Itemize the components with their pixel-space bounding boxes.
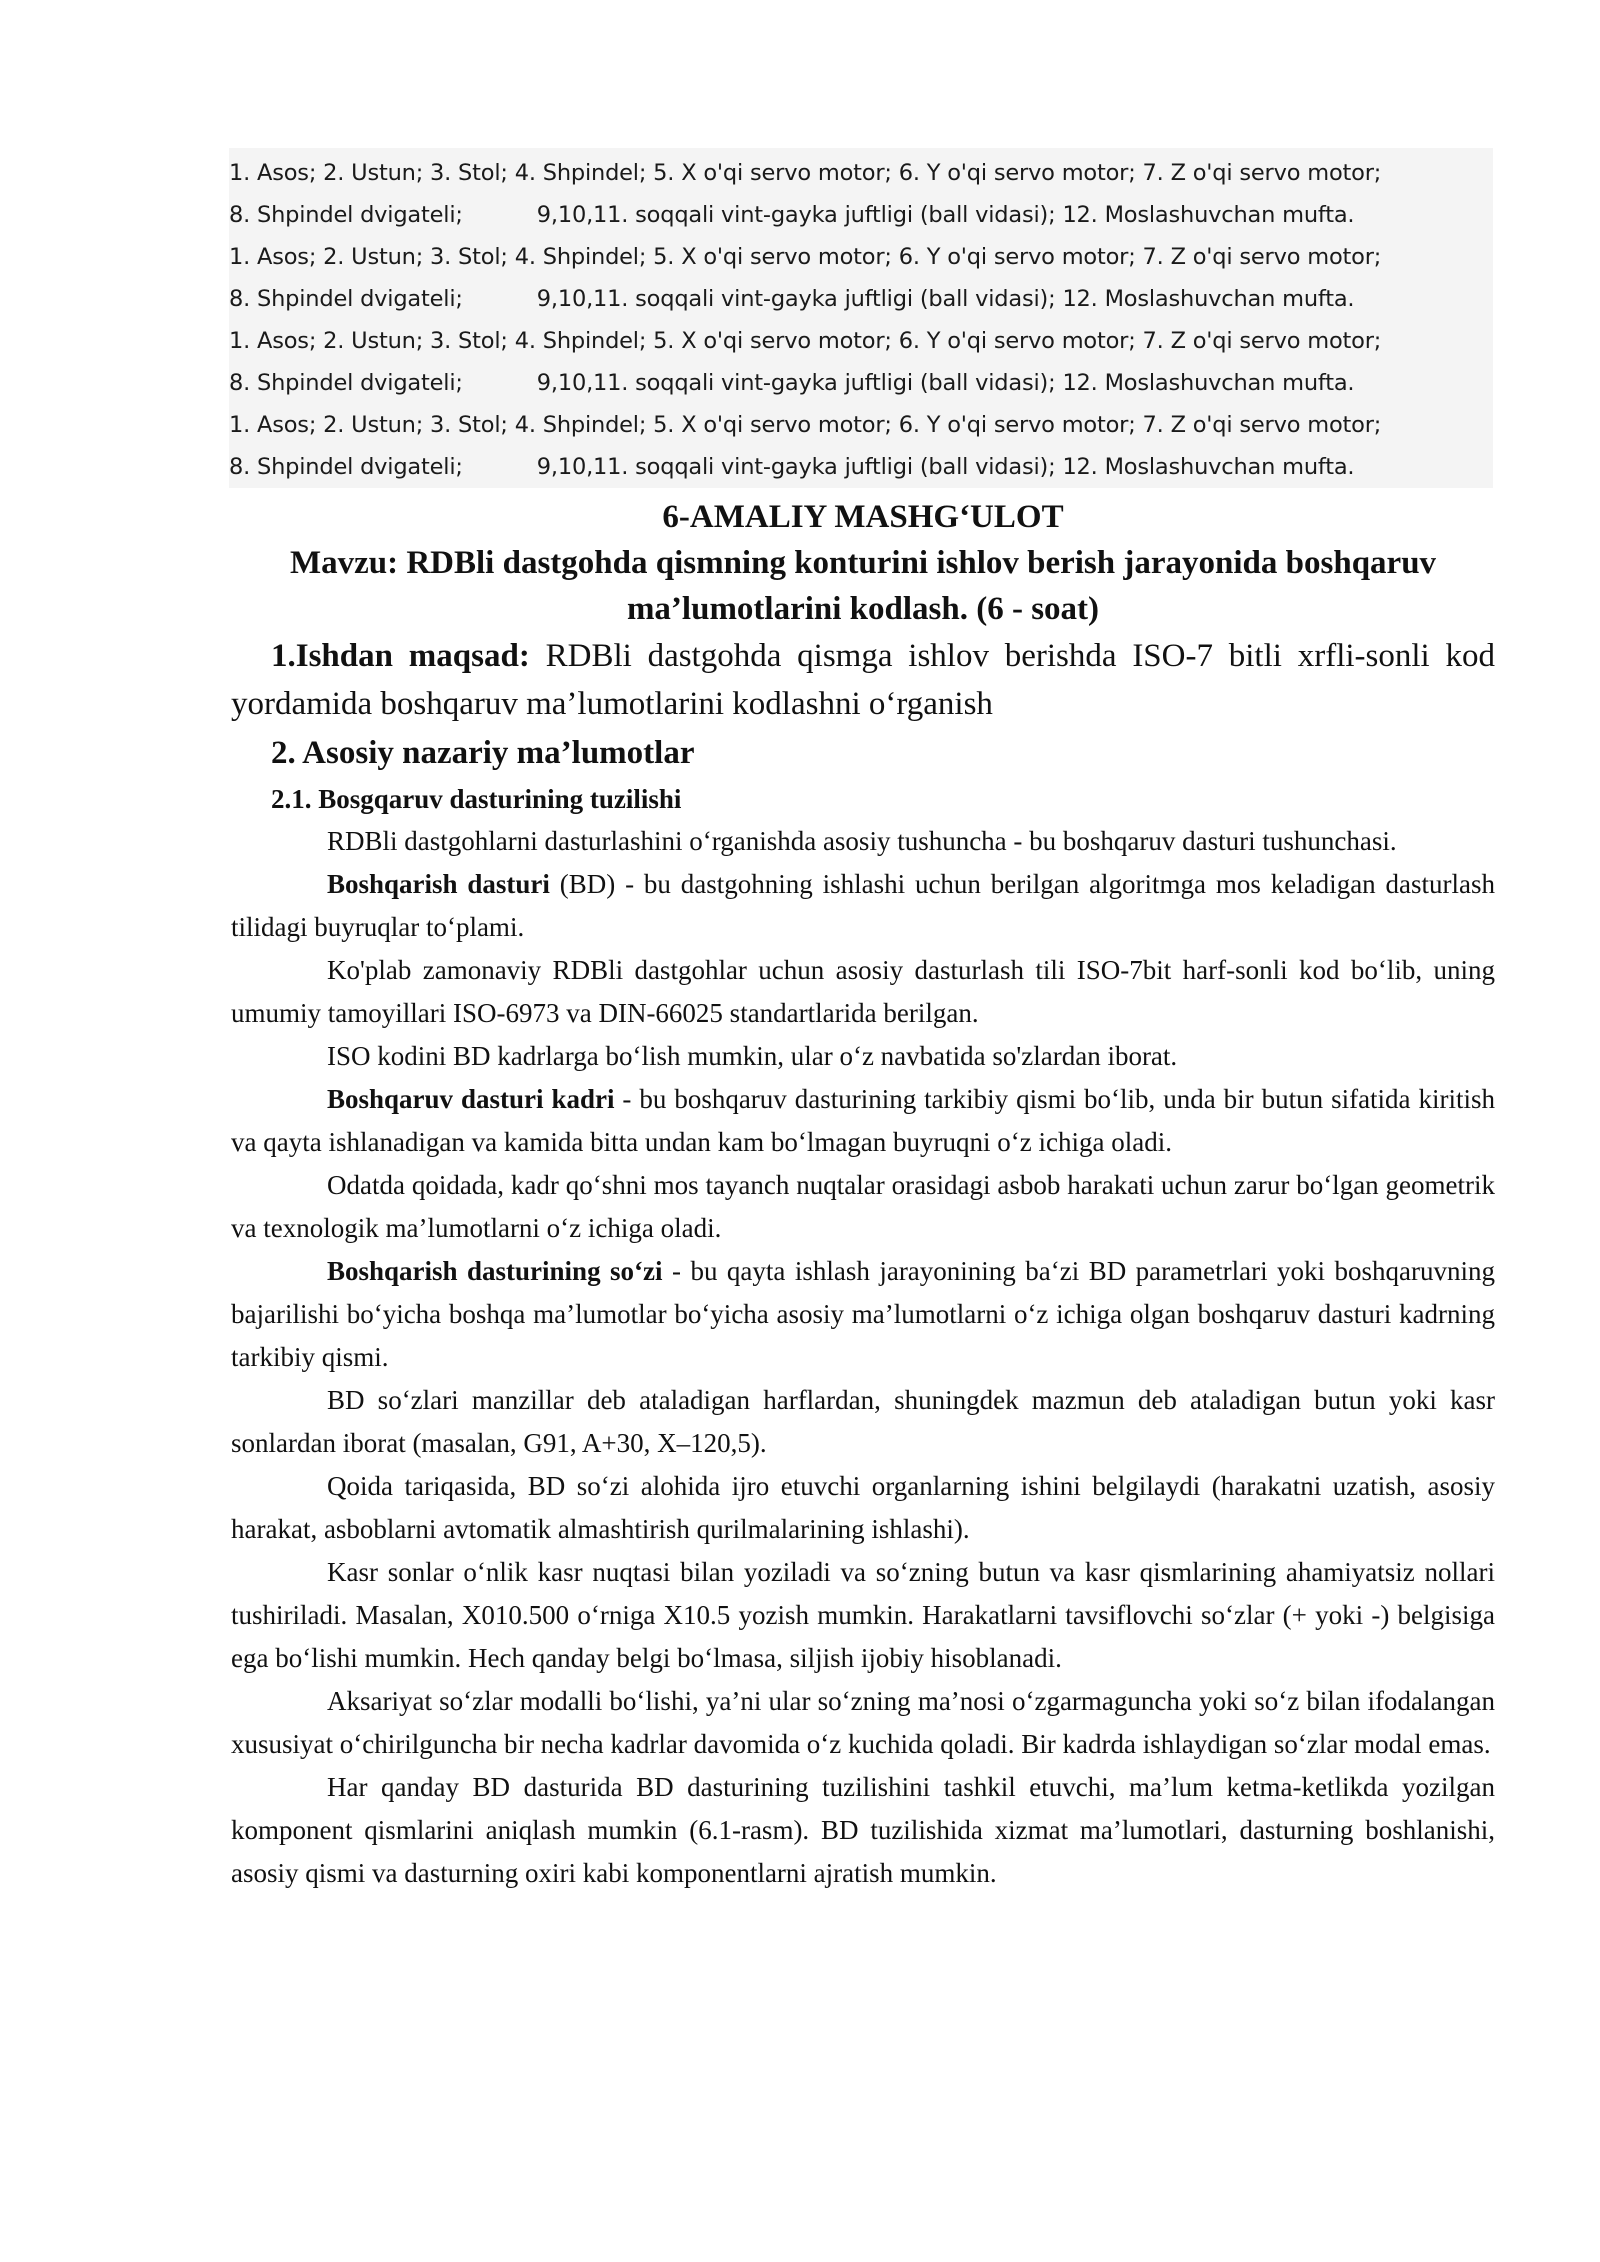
caption-line <box>229 320 1493 362</box>
goal-label: 1.Ishdan maqsad: <box>271 638 530 674</box>
caption-line-part: 9,10,11. soqqali vint-gayka juftligi (ball vidasi); 12. Moslashuvchan mufta. <box>536 370 1355 396</box>
body-paragraph: Qoida tariqasida, BD so‘zi alohida ijro etuvchi organlarning ishini belgilaydi (harakatni uzatish, asosiy harakat, asboblarni avtomatik almashtirish qurilmalarining ishlashi). <box>231 1471 1495 1544</box>
caption-line-part: 1. Asos; 2. Ustun; 3. Stol; 4. Shpindel; 5. X o'qi servo motor; 6. Y o'qi servo motor; 7. Z o'qi servo motor; <box>229 412 1382 438</box>
caption-line <box>229 362 1493 404</box>
term-bold: Boshqaruv dasturi kadri <box>327 1084 615 1114</box>
term-bold: Boshqarish dasturining so‘zi <box>327 1256 663 1286</box>
subsection-heading: 2.1. Bosgqaruv dasturining tuzilishi <box>271 784 682 814</box>
body-paragraph <box>231 863 1495 949</box>
paragraph-text: - bu boshqaruv dasturining tarkibiy qismi bo‘lib, unda bir butun sifatida kiritish va qayta ishlanadigan va kamida bitta undan kam bo‘lmagan buyruqni o‘z ichiga oladi. <box>231 1084 1495 1157</box>
paragraph-text: (BD) - bu dastgohning ishlashi uchun berilgan algoritmga mos keladigan dasturlash tilidagi buyruqlar to‘plami. <box>231 869 1495 942</box>
body-paragraph: Aksariyat so‘zlar modalli bo‘lishi, ya’ni ular so‘zning ma’nosi o‘zgarmaguncha yoki so‘z bilan ifodalangan xususiyat o‘chirilguncha bir necha kadrlar davomida o‘z kuchida qoladi. Bir kadrda ishlaydigan so‘zlar modal emas. <box>231 1686 1495 1759</box>
term-bold: Boshqarish dasturi <box>327 869 550 899</box>
body-paragraph: BD so‘zlari manzillar deb ataladigan harflardan, shuningdek mazmun deb ataladigan butun yoki kasr sonlardan iborat (masalan, G91, A+30, X–120,5). <box>231 1385 1495 1458</box>
body-paragraph: Har qanday BD dasturida BD dasturining tuzilishini tashkil etuvchi, ma’lum ketma-ketlikda yozilgan komponent qismlarini aniqlash mumkin (6.1-rasm). BD tuzilishida xizmat ma’lumotlari, dasturning boshlanishi, asosiy qismi va dasturning oxiri kabi komponentlarni ajratish mumkin. <box>231 1772 1495 1888</box>
caption-line-part: 1. Asos; 2. Ustun; 3. Stol; 4. Shpindel; 5. X o'qi servo motor; 6. Y o'qi servo motor; 7. Z o'qi servo motor; <box>229 244 1382 270</box>
caption-line-part: 1. Asos; 2. Ustun; 3. Stol; 4. Shpindel; 5. X o'qi servo motor; 6. Y o'qi servo motor; 7. Z o'qi servo motor; <box>229 160 1382 186</box>
body-paragraph: RDBli dastgohlarni dasturlashini o‘rganishda asosiy tushuncha - bu boshqaruv dasturi tushunchasi. <box>327 826 1397 856</box>
caption-line-part: 9,10,11. soqqali vint-gayka juftligi (ball vidasi); 12. Moslashuvchan mufta. <box>536 202 1355 228</box>
caption-line <box>229 194 1493 236</box>
caption-line <box>229 152 1493 194</box>
body-paragraph: Ko'plab zamonaviy RDBli dastgohlar uchun asosiy dasturlash tili ISO-7bit harf-sonli kod bo‘lib, uning umumiy tamoyillari ISO-6973 va DIN-66025 standartlarida berilgan. <box>231 955 1495 1028</box>
caption-line-part: 9,10,11. soqqali vint-gayka juftligi (ball vidasi); 12. Moslashuvchan mufta. <box>536 454 1355 480</box>
topic-heading: Mavzu: RDBli dastgohda qismning konturini ishlov berish jarayonida boshqaruv ma’lumotlarini kodlash. (6 - soat) <box>289 545 1437 627</box>
caption-line <box>229 236 1493 278</box>
body-paragraph <box>231 1078 1495 1164</box>
goal-paragraph <box>231 632 1495 728</box>
document-page <box>231 148 1495 1895</box>
page-title: 6-AMALIY MASHG‘ULOT <box>662 499 1064 535</box>
caption-line-part: 8. Shpindel dvigateli; <box>229 454 463 480</box>
caption-line-part: 8. Shpindel dvigateli; <box>229 370 463 396</box>
goal-text: RDBli dastgohda qismga ishlov berishda ISO-7 bitli xrfli-sonli kod yordamida boshqaruv ma’lumotlarini kodlashni o‘rganish <box>231 638 1495 722</box>
body-paragraph: Kasr sonlar o‘nlik kasr nuqtasi bilan yoziladi va so‘zning butun va kasr qismlarining ahamiyatsiz nollari tushiriladi. Masalan, X010.500 o‘rniga X10.5 yozish mumkin. Harakatlarni tavsiflovchi so‘zlar (+ yoki -) belgisiga ega bo‘lishi mumkin. Hech qanday belgi bo‘lmasa, siljish ijobiy hisoblanadi. <box>231 1557 1495 1673</box>
figure-caption-block <box>229 148 1493 488</box>
section-heading: 2. Asosiy nazariy ma’lumotlar <box>271 735 695 771</box>
caption-line-part: 9,10,11. soqqali vint-gayka juftligi (ball vidasi); 12. Moslashuvchan mufta. <box>536 286 1355 312</box>
paragraph-text: - bu qayta ishlash jarayonining ba‘zi BD parametrlari yoki boshqaruvning bajarilishi bo‘yicha boshqa ma’lumotlar bo‘yicha asosiy ma’lumotlarni o‘z ichiga olgan boshqaruv dasturi kadrning tarkibiy qismi. <box>231 1256 1495 1372</box>
caption-line <box>229 446 1493 488</box>
caption-line <box>229 404 1493 446</box>
caption-line-part: 8. Shpindel dvigateli; <box>229 202 463 228</box>
body-paragraph <box>231 1250 1495 1379</box>
body-paragraph: Odatda qoidada, kadr qo‘shni mos tayanch nuqtalar orasidagi asbob harakati uchun zarur bo‘lgan geometrik va texnologik ma’lumotlarni o‘z ichiga oladi. <box>231 1170 1495 1243</box>
body-paragraph: ISO kodini BD kadrlarga bo‘lish mumkin, ular o‘z navbatida so'zlardan iborat. <box>327 1041 1178 1071</box>
caption-line-part: 1. Asos; 2. Ustun; 3. Stol; 4. Shpindel; 5. X o'qi servo motor; 6. Y o'qi servo motor; 7. Z o'qi servo motor; <box>229 328 1382 354</box>
caption-line <box>229 278 1493 320</box>
caption-line-part: 8. Shpindel dvigateli; <box>229 286 463 312</box>
